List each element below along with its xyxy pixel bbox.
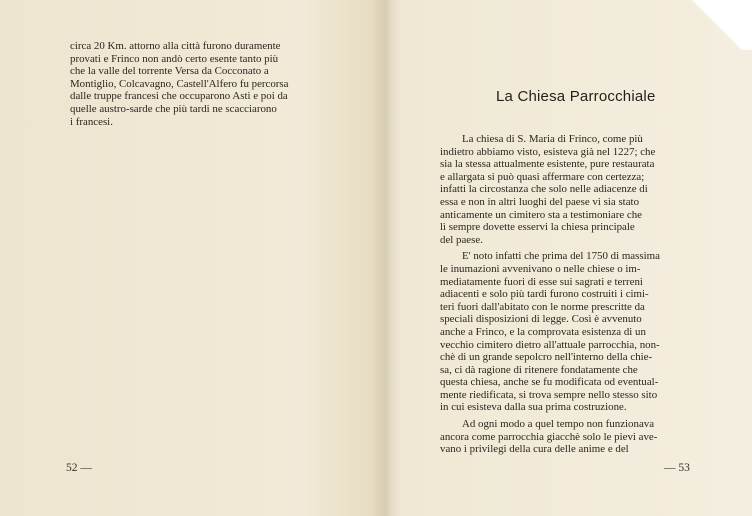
text-line: lì sempre dovette esservi la chiesa principale (440, 221, 635, 234)
text-line: speciali disposizioni di legge. Così è avvenuto (440, 313, 642, 326)
text-line: questa chiesa, anche se fu modificata od eventual- (440, 376, 659, 389)
text-line: e allargata si può quasi affermare con certezza; (440, 170, 645, 183)
text-line: vano i privilegi della cura delle anime e del (440, 443, 629, 456)
text-line: che la valle del torrente Versa da Cocconato a (70, 65, 269, 78)
folded-corner (682, 0, 752, 50)
text-line: mediatamente fuori di esse sui sagrati e terreni (440, 275, 643, 288)
text-line: chè di un grande sepolcro nell'interno della chie- (440, 351, 653, 364)
text-line: del paese. (440, 233, 483, 246)
text-line: ancora come parrocchia giacchè solo le pievi ave- (440, 430, 658, 443)
text-line: Ad ogni modo a quel tempo non funzionava (462, 418, 655, 431)
page-number-left: 52 — (66, 462, 92, 474)
text-line: anche a Frinco, e la comprovata esistenza di un (440, 325, 646, 338)
text-line: indietro abbiamo visto, esisteva già nel 1227; che (440, 145, 656, 158)
text-line: provati e Frinco non andò certo esente tanto più (70, 52, 279, 65)
text-line: quelle austro-sarde che più tardi ne scacciarono (70, 102, 277, 115)
text-line: infatti la circostanza che solo nelle adiacenze di (440, 183, 648, 196)
text-line: vecchio cimitero dietro all'attuale parrocchia, non- (440, 338, 660, 351)
right-page (388, 0, 752, 516)
text-line: E' noto infatti che prima del 1750 di massima (462, 250, 660, 263)
left-page-text (70, 40, 330, 128)
text-line: mente riedificata, si trova sempre nello stesso sito (440, 388, 658, 401)
page-number-right: — 53 (664, 462, 690, 474)
chapter-title: La Chiesa Parrocchiale (496, 88, 656, 105)
text-line: i francesi. (70, 115, 113, 128)
text-line: circa 20 Km. attorno alla città furono duramente (70, 40, 281, 52)
text-line: La chiesa di S. Maria di Frinco, come più (462, 133, 643, 145)
text-line: adiacenti e solo più tardi furono costruiti i cimi- (440, 288, 649, 301)
text-line: sa, ci dà ragione di ritenere fondatamente che (440, 363, 638, 376)
text-line: essa e non in altri luoghi del paese vi sia stato (440, 195, 640, 208)
text-line: in cui esisteva dalla sua prima costruzione. (440, 401, 627, 414)
text-line: anticamente un cimitero sta a testimoniare che (440, 208, 642, 221)
text-line: dalle truppe francesi che occuparono Asti e poi da (70, 90, 288, 103)
text-line: teri fuori dall'abitato con le norme prescritte da (440, 300, 645, 313)
text-line: sia la stessa attualmente esistente, pure restaurata (440, 158, 655, 171)
right-page-text (440, 133, 708, 456)
text-line: le inumazioni avvenivano o nelle chiese o im- (440, 262, 641, 275)
text-line: Montiglio, Colcavagno, Castell'Alfero fu percorsa (70, 77, 289, 90)
